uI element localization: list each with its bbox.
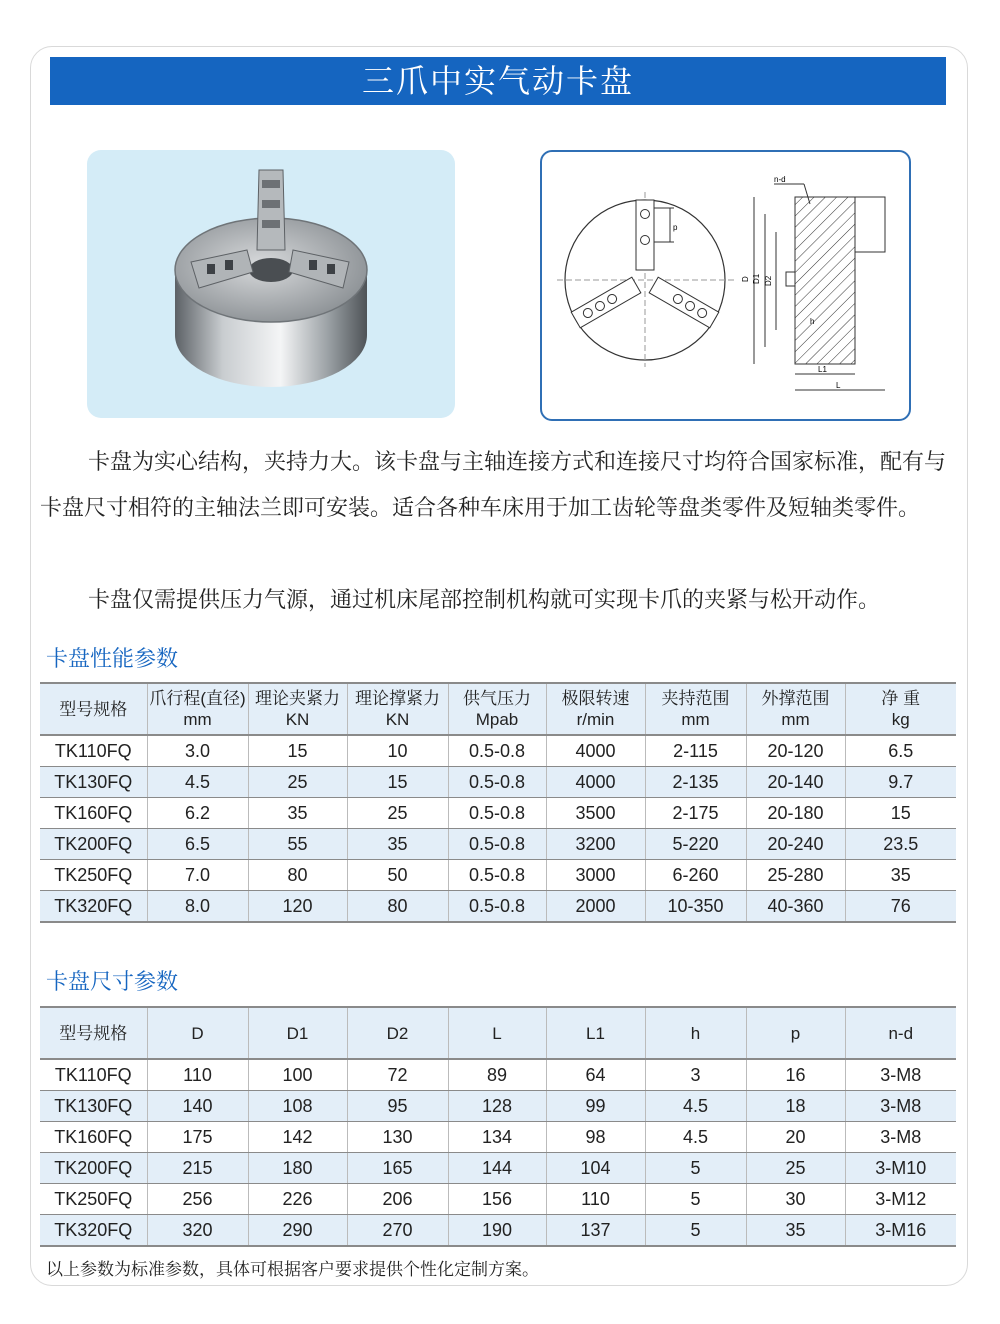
- table-cell: 98: [546, 1122, 645, 1153]
- table-cell: 20-120: [746, 735, 845, 767]
- table-row: [40, 1122, 956, 1153]
- column-header: p: [746, 1007, 845, 1059]
- table-cell: 100: [248, 1059, 347, 1091]
- table-cell: 2-135: [645, 767, 746, 798]
- table-cell: 10: [347, 735, 448, 767]
- table-cell: 190: [448, 1215, 546, 1247]
- column-header-label: 理论撑紧力: [355, 689, 440, 708]
- model-cell: TK200FQ: [40, 829, 147, 860]
- column-header-unit: kg: [891, 710, 910, 729]
- table-cell: 8.0: [147, 891, 248, 923]
- column-header: [147, 683, 248, 735]
- table-cell: 2000: [546, 891, 645, 923]
- model-cell: TK130FQ: [40, 767, 147, 798]
- column-header: [347, 683, 448, 735]
- footnote: 以上参数为标准参数，具体可根据客户要求提供个性化定制方案。: [46, 1260, 539, 1280]
- table-cell: 3200: [546, 829, 645, 860]
- table-row: [40, 798, 956, 829]
- description-paragraph-1: [40, 440, 960, 532]
- table-cell: 226: [248, 1184, 347, 1215]
- column-header-label: 净 重: [881, 689, 921, 708]
- table-cell: 120: [248, 891, 347, 923]
- column-header-unit: mm: [781, 710, 810, 729]
- model-cell: TK250FQ: [40, 1184, 147, 1215]
- table-cell: 0.5-0.8: [448, 767, 546, 798]
- table-cell: 6-260: [645, 860, 746, 891]
- table-cell: 104: [546, 1153, 645, 1184]
- table-cell: 50: [347, 860, 448, 891]
- table-cell: 16: [746, 1059, 845, 1091]
- drawing-label-d: D: [741, 276, 750, 282]
- table-cell: 3-M8: [845, 1091, 956, 1122]
- table-cell: 134: [448, 1122, 546, 1153]
- table-row: [40, 829, 956, 860]
- table-cell: 140: [147, 1091, 248, 1122]
- table-cell: 9.7: [845, 767, 956, 798]
- table-cell: 320: [147, 1215, 248, 1247]
- model-cell: TK110FQ: [40, 735, 147, 767]
- table-cell: 3500: [546, 798, 645, 829]
- table-cell: 95: [347, 1091, 448, 1122]
- column-header-label: 供气压力: [463, 689, 531, 708]
- table-cell: 5: [645, 1215, 746, 1247]
- model-cell: TK200FQ: [40, 1153, 147, 1184]
- column-header: D: [147, 1007, 248, 1059]
- drawing-label-l1: L1: [818, 365, 827, 374]
- table-cell: 156: [448, 1184, 546, 1215]
- drawing-label-d2: D2: [764, 275, 773, 286]
- model-cell: TK250FQ: [40, 860, 147, 891]
- model-cell: TK110FQ: [40, 1059, 147, 1091]
- table-cell: 80: [248, 860, 347, 891]
- table-cell: 5: [645, 1153, 746, 1184]
- column-header: L1: [546, 1007, 645, 1059]
- table-cell: 25-280: [746, 860, 845, 891]
- table-cell: 25: [347, 798, 448, 829]
- column-header-unit: mm: [183, 710, 212, 729]
- performance-table: [40, 682, 956, 923]
- column-header-label: 夹持范围: [661, 689, 730, 708]
- column-header-label: 极限转速: [561, 689, 630, 708]
- table-cell: 3000: [546, 860, 645, 891]
- table-cell: 3-M8: [845, 1122, 956, 1153]
- table-cell: 3: [645, 1059, 746, 1091]
- table-cell: 15: [347, 767, 448, 798]
- table-cell: 3.0: [147, 735, 248, 767]
- table-row: [40, 735, 956, 767]
- table-cell: 40-360: [746, 891, 845, 923]
- table-cell: 25: [746, 1153, 845, 1184]
- column-header-unit: Mpab: [475, 710, 519, 729]
- column-header-label: 外撑范围: [761, 689, 830, 708]
- column-header-unit: r/min: [576, 710, 615, 729]
- column-header: [746, 683, 845, 735]
- column-header: [40, 683, 147, 735]
- table-row: [40, 1215, 956, 1247]
- table-cell: 23.5: [845, 829, 956, 860]
- table-cell: 206: [347, 1184, 448, 1215]
- model-cell: TK320FQ: [40, 891, 147, 923]
- column-header: 型号规格: [40, 1007, 147, 1059]
- table-row: [40, 1184, 956, 1215]
- column-header: [546, 683, 645, 735]
- table-cell: 108: [248, 1091, 347, 1122]
- column-header-label: 型号规格: [59, 699, 128, 719]
- column-header: D2: [347, 1007, 448, 1059]
- column-header-label: 理论夹紧力: [255, 689, 340, 708]
- model-cell: TK160FQ: [40, 1122, 147, 1153]
- table-cell: 3-M10: [845, 1153, 956, 1184]
- table-cell: 99: [546, 1091, 645, 1122]
- table-cell: 3-M12: [845, 1184, 956, 1215]
- table-row: [40, 1059, 956, 1091]
- table-cell: 142: [248, 1122, 347, 1153]
- table-cell: 89: [448, 1059, 546, 1091]
- table-cell: 110: [546, 1184, 645, 1215]
- table-row: [40, 891, 956, 923]
- column-header-unit: KN: [385, 710, 410, 729]
- table-cell: 3-M16: [845, 1215, 956, 1247]
- table-cell: 15: [845, 798, 956, 829]
- column-header-unit: mm: [681, 710, 710, 729]
- table-cell: 4.5: [147, 767, 248, 798]
- table-cell: 25: [248, 767, 347, 798]
- technical-drawing: [540, 150, 911, 421]
- table-cell: 128: [448, 1091, 546, 1122]
- table-cell: 64: [546, 1059, 645, 1091]
- chuck-photo: [87, 150, 455, 418]
- description-text-2: 卡盘仅需提供压力气源，通过机床尾部控制机构就可实现卡爪的夹紧与松开动作。: [88, 588, 881, 613]
- description-paragraph-2: [40, 578, 960, 624]
- table-cell: 5: [645, 1184, 746, 1215]
- dimensions-table: [40, 1006, 956, 1247]
- table-cell: 35: [248, 798, 347, 829]
- column-header: h: [645, 1007, 746, 1059]
- table-cell: 0.5-0.8: [448, 798, 546, 829]
- table-cell: 5-220: [645, 829, 746, 860]
- table-cell: 4.5: [645, 1091, 746, 1122]
- column-header: [845, 683, 956, 735]
- column-header: [448, 683, 546, 735]
- table-cell: 215: [147, 1153, 248, 1184]
- table-cell: 4000: [546, 767, 645, 798]
- table-cell: 10-350: [645, 891, 746, 923]
- table-row: [40, 1153, 956, 1184]
- table-cell: 72: [347, 1059, 448, 1091]
- table-cell: 30: [746, 1184, 845, 1215]
- table-cell: 6.5: [147, 829, 248, 860]
- table-cell: 55: [248, 829, 347, 860]
- table-cell: 20-240: [746, 829, 845, 860]
- table-cell: 15: [248, 735, 347, 767]
- table-cell: 2-175: [645, 798, 746, 829]
- column-header: [645, 683, 746, 735]
- table-cell: 20-180: [746, 798, 845, 829]
- drawing-label-l: L: [836, 381, 841, 390]
- description-text-1: 卡盘为实心结构，夹持力大。该卡盘与主轴连接方式和连接尺寸均符合国家标准，配有与卡盘尺寸相符的主轴法兰即可安装。适合各种车床用于加工齿轮等盘类零件及短轴类零件。: [40, 450, 947, 521]
- technical-drawing-icon: [542, 152, 909, 419]
- table-cell: 0.5-0.8: [448, 860, 546, 891]
- table-cell: 0.5-0.8: [448, 891, 546, 923]
- performance-header-row: [40, 683, 956, 735]
- table-cell: 0.5-0.8: [448, 829, 546, 860]
- table-cell: 35: [845, 860, 956, 891]
- table-cell: 7.0: [147, 860, 248, 891]
- model-cell: TK160FQ: [40, 798, 147, 829]
- table-cell: 256: [147, 1184, 248, 1215]
- drawing-label-nd: n-d: [774, 175, 786, 184]
- column-header: [248, 683, 347, 735]
- table-cell: 270: [347, 1215, 448, 1247]
- table-cell: 144: [448, 1153, 546, 1184]
- table-cell: 3-M8: [845, 1059, 956, 1091]
- table-cell: 290: [248, 1215, 347, 1247]
- model-cell: TK320FQ: [40, 1215, 147, 1247]
- chuck-photo-icon: [87, 150, 455, 418]
- table-row: [40, 860, 956, 891]
- table-cell: 80: [347, 891, 448, 923]
- table-cell: 137: [546, 1215, 645, 1247]
- column-header-unit: KN: [285, 710, 310, 729]
- drawing-label-p: p: [673, 223, 678, 232]
- table-cell: 6.5: [845, 735, 956, 767]
- table-cell: 0.5-0.8: [448, 735, 546, 767]
- drawing-label-h: h: [810, 317, 815, 326]
- table-cell: 18: [746, 1091, 845, 1122]
- page-title: 三爪中实气动卡盘: [50, 57, 946, 105]
- column-header: L: [448, 1007, 546, 1059]
- drawing-label-d1: D1: [752, 273, 761, 284]
- table-cell: 76: [845, 891, 956, 923]
- model-cell: TK130FQ: [40, 1091, 147, 1122]
- table-row: [40, 1091, 956, 1122]
- column-header: n-d: [845, 1007, 956, 1059]
- table-cell: 20: [746, 1122, 845, 1153]
- table-cell: 20-140: [746, 767, 845, 798]
- performance-section-title: 卡盘性能参数: [46, 647, 179, 672]
- table-cell: 130: [347, 1122, 448, 1153]
- dimensions-header-row: [40, 1007, 956, 1059]
- table-cell: 2-115: [645, 735, 746, 767]
- table-cell: 4.5: [645, 1122, 746, 1153]
- table-cell: 35: [347, 829, 448, 860]
- table-cell: 175: [147, 1122, 248, 1153]
- column-header-label: 爪行程(直径): [149, 689, 246, 708]
- table-cell: 180: [248, 1153, 347, 1184]
- table-cell: 6.2: [147, 798, 248, 829]
- table-row: [40, 767, 956, 798]
- table-cell: 4000: [546, 735, 645, 767]
- table-cell: 165: [347, 1153, 448, 1184]
- table-cell: 35: [746, 1215, 845, 1247]
- dimensions-section-title: 卡盘尺寸参数: [46, 970, 179, 995]
- column-header: D1: [248, 1007, 347, 1059]
- table-cell: 110: [147, 1059, 248, 1091]
